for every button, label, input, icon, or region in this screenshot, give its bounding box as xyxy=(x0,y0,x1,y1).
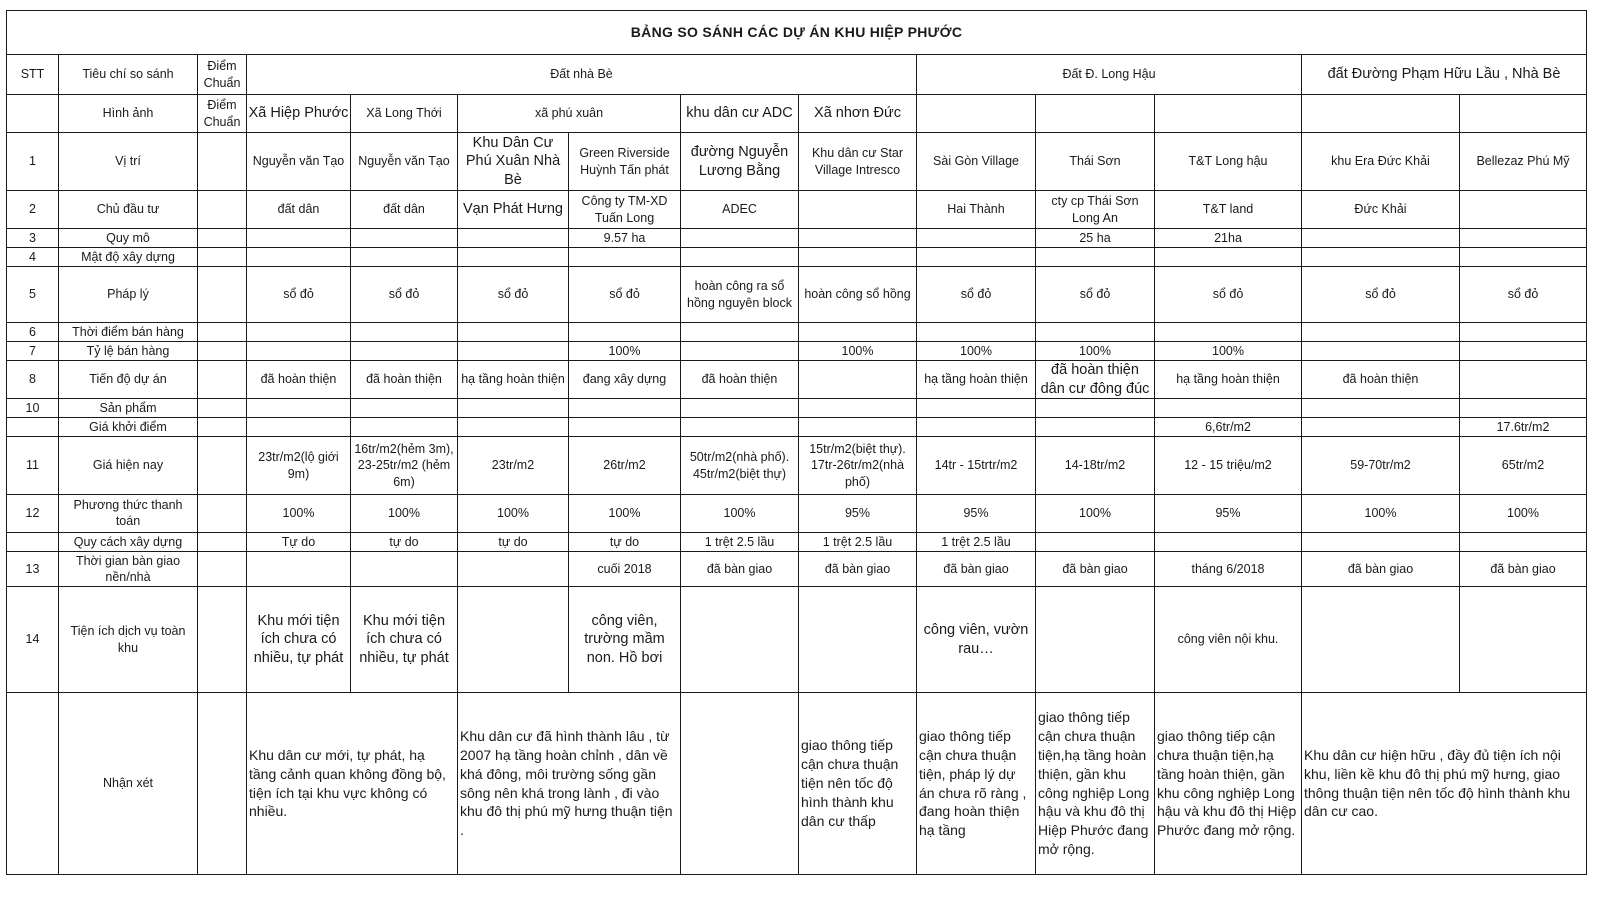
table-cell: tháng 6/2018 xyxy=(1155,552,1302,587)
diem-chuan-cell xyxy=(198,229,247,248)
table-cell xyxy=(681,418,799,437)
table-cell: 17.6tr/m2 xyxy=(1460,418,1587,437)
table-cell: công viên, trường mầm non. Hồ bơi xyxy=(569,587,681,693)
table-cell xyxy=(458,323,569,342)
table-cell xyxy=(247,418,351,437)
table-cell: đã bàn giao xyxy=(1036,552,1155,587)
table-cell xyxy=(1155,323,1302,342)
table-cell: sổ đỏ xyxy=(458,267,569,323)
table-cell xyxy=(917,323,1036,342)
row-criterion: Quy cách xây dựng xyxy=(59,533,198,552)
table-cell xyxy=(1155,248,1302,267)
table-cell: 65tr/m2 xyxy=(1460,437,1587,495)
table-cell xyxy=(1302,418,1460,437)
table-cell: đã bàn giao xyxy=(917,552,1036,587)
row-stt: 6 xyxy=(7,323,59,342)
table-cell: đã hoàn thiện xyxy=(681,361,799,399)
row-criterion: Nhận xét xyxy=(59,693,198,875)
table-cell xyxy=(917,248,1036,267)
table-row xyxy=(7,399,1587,418)
table-cell: 15tr/m2(biệt thự). 17tr-26tr/m2(nhà phố) xyxy=(799,437,917,495)
diem-chuan-cell xyxy=(198,693,247,875)
table-cell: 100% xyxy=(569,495,681,533)
table-cell xyxy=(1302,533,1460,552)
table-cell xyxy=(1302,399,1460,418)
table-cell xyxy=(351,323,458,342)
table-cell xyxy=(247,552,351,587)
hinh-anh-cell xyxy=(1460,95,1587,133)
table-cell: Tự do xyxy=(247,533,351,552)
table-cell xyxy=(917,399,1036,418)
table-cell xyxy=(1036,248,1155,267)
table-row xyxy=(7,342,1587,361)
table-cell: đã bàn giao xyxy=(681,552,799,587)
table-cell: 100% xyxy=(458,495,569,533)
table-cell xyxy=(247,323,351,342)
table-cell xyxy=(569,399,681,418)
table-cell: Khu dân cư Star Village Intresco xyxy=(799,133,917,191)
table-cell: 26tr/m2 xyxy=(569,437,681,495)
table-cell: Nguyễn văn Tạo xyxy=(247,133,351,191)
table-cell xyxy=(799,399,917,418)
table-cell: 100% xyxy=(1302,495,1460,533)
table-cell: sổ đỏ xyxy=(1036,267,1155,323)
table-cell: hạ tầng hoàn thiện xyxy=(1155,361,1302,399)
table-cell xyxy=(247,399,351,418)
remark-cell: Khu dân cư mới, tự phát, hạ tầng cảnh quan không đồng bộ, tiện ích tại khu vực không có nhiều. xyxy=(247,693,458,875)
table-cell xyxy=(681,229,799,248)
table-cell xyxy=(351,229,458,248)
table-cell: 100% xyxy=(917,342,1036,361)
table-cell: 14tr - 15trtr/m2 xyxy=(917,437,1036,495)
header-group-pham-huu-lau: đất Đường Phạm Hữu Lầu , Nhà Bè xyxy=(1302,55,1587,95)
table-cell xyxy=(1302,587,1460,693)
row-stt: 10 xyxy=(7,399,59,418)
header-group-long-hau: Đất Đ. Long Hậu xyxy=(917,55,1302,95)
table-cell: hạ tầng hoàn thiện xyxy=(458,361,569,399)
table-cell: 23tr/m2(lộ giới 9m) xyxy=(247,437,351,495)
table-cell xyxy=(247,248,351,267)
table-row xyxy=(7,418,1587,437)
diem-chuan-cell xyxy=(198,437,247,495)
table-cell xyxy=(799,248,917,267)
table-cell xyxy=(569,418,681,437)
table-cell: đường Nguyễn Lương Bằng xyxy=(681,133,799,191)
table-cell: 100% xyxy=(681,495,799,533)
table-cell: Sài Gòn Village xyxy=(917,133,1036,191)
row-stt: 13 xyxy=(7,552,59,587)
table-cell: đã bàn giao xyxy=(1302,552,1460,587)
table-cell: 9.57 ha xyxy=(569,229,681,248)
table-cell xyxy=(799,418,917,437)
table-cell: 100% xyxy=(1460,495,1587,533)
table-row xyxy=(7,323,1587,342)
table-cell xyxy=(569,248,681,267)
table-cell: sổ đỏ xyxy=(351,267,458,323)
row-criterion: Pháp lý xyxy=(59,267,198,323)
table-title: BẢNG SO SÁNH CÁC DỰ ÁN KHU HIỆP PHƯỚC xyxy=(7,11,1587,55)
hinh-anh-cell xyxy=(1036,95,1155,133)
row-criterion: Vị trí xyxy=(59,133,198,191)
row-stt xyxy=(7,418,59,437)
row-stt: 7 xyxy=(7,342,59,361)
table-cell: 95% xyxy=(1155,495,1302,533)
table-row xyxy=(7,133,1587,191)
table-cell: Green Riverside Huỳnh Tấn phát xyxy=(569,133,681,191)
table-cell: 100% xyxy=(799,342,917,361)
table-cell xyxy=(351,418,458,437)
row-stt: 8 xyxy=(7,361,59,399)
diem-chuan-cell xyxy=(198,533,247,552)
table-cell: 100% xyxy=(569,342,681,361)
remark-cell: Khu dân cư đã hình thành lâu , từ 2007 hạ tầng hoàn chỉnh , dân về khá đông, môi trường sống gần sông nên khá trong lành , đi vào khu đô thị phú mỹ hưng thuận tiện . xyxy=(458,693,681,875)
table-cell xyxy=(799,587,917,693)
row-stt: 2 xyxy=(7,191,59,229)
diem-chuan-cell xyxy=(198,191,247,229)
row-criterion: Sản phẩm xyxy=(59,399,198,418)
table-cell xyxy=(1460,533,1587,552)
table-cell xyxy=(1036,587,1155,693)
table-cell: Khu mới tiện ích chưa có nhiều, tự phát xyxy=(351,587,458,693)
table-row xyxy=(7,267,1587,323)
diem-chuan-cell xyxy=(198,342,247,361)
table-cell: đang xây dựng xyxy=(569,361,681,399)
table-cell: tự do xyxy=(569,533,681,552)
table-cell: 100% xyxy=(1036,342,1155,361)
table-cell xyxy=(1036,399,1155,418)
table-cell: 25 ha xyxy=(1036,229,1155,248)
table-cell: hoàn công sổ hồng xyxy=(799,267,917,323)
hinh-anh-diem-chuan: Điểm Chuẩn xyxy=(198,95,247,133)
table-cell xyxy=(1036,533,1155,552)
table-cell xyxy=(1460,342,1587,361)
table-cell: 1 trệt 2.5 lầu xyxy=(917,533,1036,552)
table-cell: 100% xyxy=(247,495,351,533)
row-criterion: Tiện ích dịch vụ toàn khu xyxy=(59,587,198,693)
table-cell xyxy=(799,361,917,399)
table-cell: 59-70tr/m2 xyxy=(1302,437,1460,495)
table-cell xyxy=(1460,361,1587,399)
table-row xyxy=(7,229,1587,248)
table-cell xyxy=(681,342,799,361)
diem-chuan-cell xyxy=(198,323,247,342)
table-cell xyxy=(247,229,351,248)
table-cell xyxy=(351,248,458,267)
table-cell xyxy=(681,248,799,267)
table-cell: tự do xyxy=(351,533,458,552)
hinh-anh-xa-nhon-duc: Xã nhơn Đức xyxy=(799,95,917,133)
table-cell: 95% xyxy=(799,495,917,533)
table-cell xyxy=(799,323,917,342)
table-row xyxy=(7,533,1587,552)
table-cell: sổ đỏ xyxy=(917,267,1036,323)
table-cell xyxy=(681,587,799,693)
table-cell: Khu mới tiện ích chưa có nhiều, tự phát xyxy=(247,587,351,693)
table-cell: đã hoàn thiện xyxy=(351,361,458,399)
diem-chuan-cell xyxy=(198,267,247,323)
hinh-anh-cell xyxy=(1302,95,1460,133)
table-cell: Bellezaz Phú Mỹ xyxy=(1460,133,1587,191)
table-cell xyxy=(247,342,351,361)
header-diem-chuan: Điểm Chuẩn xyxy=(198,55,247,95)
table-cell: hạ tầng hoàn thiện xyxy=(917,361,1036,399)
remark-cell: giao thông tiếp cận chưa thuận tiện,hạ tầng hoàn thiện, gần khu công nghiệp Long hậu và khu đô thị Hiệp Phước đang mở rộng. xyxy=(1155,693,1302,875)
table-row xyxy=(7,361,1587,399)
table-cell: Khu Dân Cư Phú Xuân Nhà Bè xyxy=(458,133,569,191)
table-cell: sổ đỏ xyxy=(1460,267,1587,323)
table-cell xyxy=(1302,323,1460,342)
row-criterion: Phương thức thanh toán xyxy=(59,495,198,533)
diem-chuan-cell xyxy=(198,418,247,437)
table-cell xyxy=(351,399,458,418)
table-cell: Vạn Phát Hưng xyxy=(458,191,569,229)
table-cell: cty cp Thái Sơn Long An xyxy=(1036,191,1155,229)
table-cell: sổ đỏ xyxy=(1155,267,1302,323)
table-cell: 50tr/m2(nhà phố). 45tr/m2(biệt thự) xyxy=(681,437,799,495)
table-cell xyxy=(458,552,569,587)
row-stt: 12 xyxy=(7,495,59,533)
row-criterion: Thời điểm bán hàng xyxy=(59,323,198,342)
table-cell: 12 - 15 triệu/m2 xyxy=(1155,437,1302,495)
diem-chuan-cell xyxy=(198,587,247,693)
hinh-anh-stt xyxy=(7,95,59,133)
table-cell: đất dân xyxy=(247,191,351,229)
table-cell xyxy=(569,323,681,342)
row-criterion: Giá hiện nay xyxy=(59,437,198,495)
table-cell xyxy=(917,229,1036,248)
row-criterion: Chủ đầu tư xyxy=(59,191,198,229)
row-stt: 4 xyxy=(7,248,59,267)
remark-cell: giao thông tiếp cận chưa thuận tiện, pháp lý dự án chưa rõ ràng , đang hoàn thiện hạ tầng xyxy=(917,693,1036,875)
hinh-anh-xa-phu-xuan: xã phú xuân xyxy=(458,95,681,133)
table-cell: đã hoàn thiện dân cư đông đúc xyxy=(1036,361,1155,399)
table-cell xyxy=(1302,342,1460,361)
remark-cell: Khu dân cư hiện hữu , đầy đủ tiện ích nội khu, liền kề khu đô thị phú mỹ hưng, giao thông thuận tiện nên tốc độ hình thành khu dân cư cao. xyxy=(1302,693,1587,875)
table-cell: 6,6tr/m2 xyxy=(1155,418,1302,437)
table-cell xyxy=(1460,191,1587,229)
table-cell: đã hoàn thiện xyxy=(247,361,351,399)
table-cell xyxy=(351,342,458,361)
table-cell: tự do xyxy=(458,533,569,552)
table-cell: 16tr/m2(hẻm 3m), 23-25tr/m2 (hẻm 6m) xyxy=(351,437,458,495)
table-cell: 14-18tr/m2 xyxy=(1036,437,1155,495)
row-stt: 3 xyxy=(7,229,59,248)
table-cell xyxy=(458,587,569,693)
table-cell: 1 trệt 2.5 lầu xyxy=(681,533,799,552)
table-cell xyxy=(458,399,569,418)
table-row xyxy=(7,437,1587,495)
table-row xyxy=(7,248,1587,267)
table-cell xyxy=(1302,248,1460,267)
diem-chuan-cell xyxy=(198,248,247,267)
table-cell: 100% xyxy=(1036,495,1155,533)
remark-cell: giao thông tiếp cận chưa thuận tiện nên tốc độ hình thành khu dân cư thấp xyxy=(799,693,917,875)
table-cell: 100% xyxy=(1155,342,1302,361)
diem-chuan-cell xyxy=(198,361,247,399)
table-cell xyxy=(1036,418,1155,437)
table-cell xyxy=(1036,323,1155,342)
table-cell xyxy=(799,191,917,229)
table-cell: hoàn công ra sổ hồng nguyên block xyxy=(681,267,799,323)
diem-chuan-cell xyxy=(198,133,247,191)
table-cell: T&T land xyxy=(1155,191,1302,229)
row-stt: 1 xyxy=(7,133,59,191)
row-stt: 5 xyxy=(7,267,59,323)
table-cell xyxy=(1155,399,1302,418)
table-cell: Thái Sơn xyxy=(1036,133,1155,191)
hinh-anh-label: Hình ảnh xyxy=(59,95,198,133)
row-stt xyxy=(7,533,59,552)
table-cell: sổ đỏ xyxy=(569,267,681,323)
table-cell: Công ty TM-XD Tuấn Long xyxy=(569,191,681,229)
table-cell: sổ đỏ xyxy=(247,267,351,323)
table-cell xyxy=(458,229,569,248)
header-group-nha-be: Đất nhà Bè xyxy=(247,55,917,95)
hinh-anh-cell xyxy=(1155,95,1302,133)
table-cell: 23tr/m2 xyxy=(458,437,569,495)
table-row xyxy=(7,191,1587,229)
table-cell xyxy=(1460,248,1587,267)
table-row xyxy=(7,587,1587,693)
header-tieu-chi: Tiêu chí so sánh xyxy=(59,55,198,95)
table-cell xyxy=(681,399,799,418)
table-cell xyxy=(1460,399,1587,418)
table-cell xyxy=(458,342,569,361)
row-criterion: Giá khởi điểm xyxy=(59,418,198,437)
table-cell: đã bàn giao xyxy=(1460,552,1587,587)
table-cell: 21ha xyxy=(1155,229,1302,248)
table-cell xyxy=(1155,533,1302,552)
table-row xyxy=(7,552,1587,587)
hinh-anh-cell xyxy=(917,95,1036,133)
diem-chuan-cell xyxy=(198,495,247,533)
hinh-anh-xa-hiep-phuoc: Xã Hiệp Phước xyxy=(247,95,351,133)
diem-chuan-cell xyxy=(198,399,247,418)
table-cell: Hai Thành xyxy=(917,191,1036,229)
table-cell: cuối 2018 xyxy=(569,552,681,587)
row-stt xyxy=(7,693,59,875)
diem-chuan-cell xyxy=(198,552,247,587)
table-cell xyxy=(458,418,569,437)
table-row xyxy=(7,693,1587,875)
table-cell: Đức Khải xyxy=(1302,191,1460,229)
table-row xyxy=(7,495,1587,533)
row-criterion: Tỷ lệ bán hàng xyxy=(59,342,198,361)
table-cell: ADEC xyxy=(681,191,799,229)
table-cell xyxy=(917,418,1036,437)
table-cell xyxy=(1460,229,1587,248)
row-criterion: Tiến độ dự án xyxy=(59,361,198,399)
table-cell: T&T Long hậu xyxy=(1155,133,1302,191)
row-criterion: Mật độ xây dựng xyxy=(59,248,198,267)
hinh-anh-kdc-adc: khu dân cư ADC xyxy=(681,95,799,133)
table-cell xyxy=(799,229,917,248)
table-cell xyxy=(351,552,458,587)
table-cell xyxy=(458,248,569,267)
row-criterion: Thời gian bàn giao nền/nhà xyxy=(59,552,198,587)
remark-cell: giao thông tiếp cận chưa thuận tiện,hạ tầng hoàn thiện, gần khu công nghiệp Long hậu và khu đô thị Hiệp Phước đang mở rộng. xyxy=(1036,693,1155,875)
table-cell: 100% xyxy=(351,495,458,533)
header-stt: STT xyxy=(7,55,59,95)
table-cell xyxy=(681,323,799,342)
table-cell xyxy=(1460,587,1587,693)
remark-cell xyxy=(681,693,799,875)
table-cell: 1 trệt 2.5 lầu xyxy=(799,533,917,552)
table-cell: đất dân xyxy=(351,191,458,229)
comparison-table xyxy=(6,10,1587,875)
table-cell: khu Era Đức Khải xyxy=(1302,133,1460,191)
row-criterion: Quy mô xyxy=(59,229,198,248)
table-cell xyxy=(1460,323,1587,342)
table-cell xyxy=(1302,229,1460,248)
table-cell: công viên, vườn rau… xyxy=(917,587,1036,693)
row-stt: 14 xyxy=(7,587,59,693)
hinh-anh-xa-long-thoi: Xã Long Thới xyxy=(351,95,458,133)
row-stt: 11 xyxy=(7,437,59,495)
table-cell: đã bàn giao xyxy=(799,552,917,587)
table-cell: sổ đỏ xyxy=(1302,267,1460,323)
table-cell: Nguyễn văn Tạo xyxy=(351,133,458,191)
table-cell: đã hoàn thiện xyxy=(1302,361,1460,399)
table-cell: 95% xyxy=(917,495,1036,533)
table-cell: công viên nội khu. xyxy=(1155,587,1302,693)
